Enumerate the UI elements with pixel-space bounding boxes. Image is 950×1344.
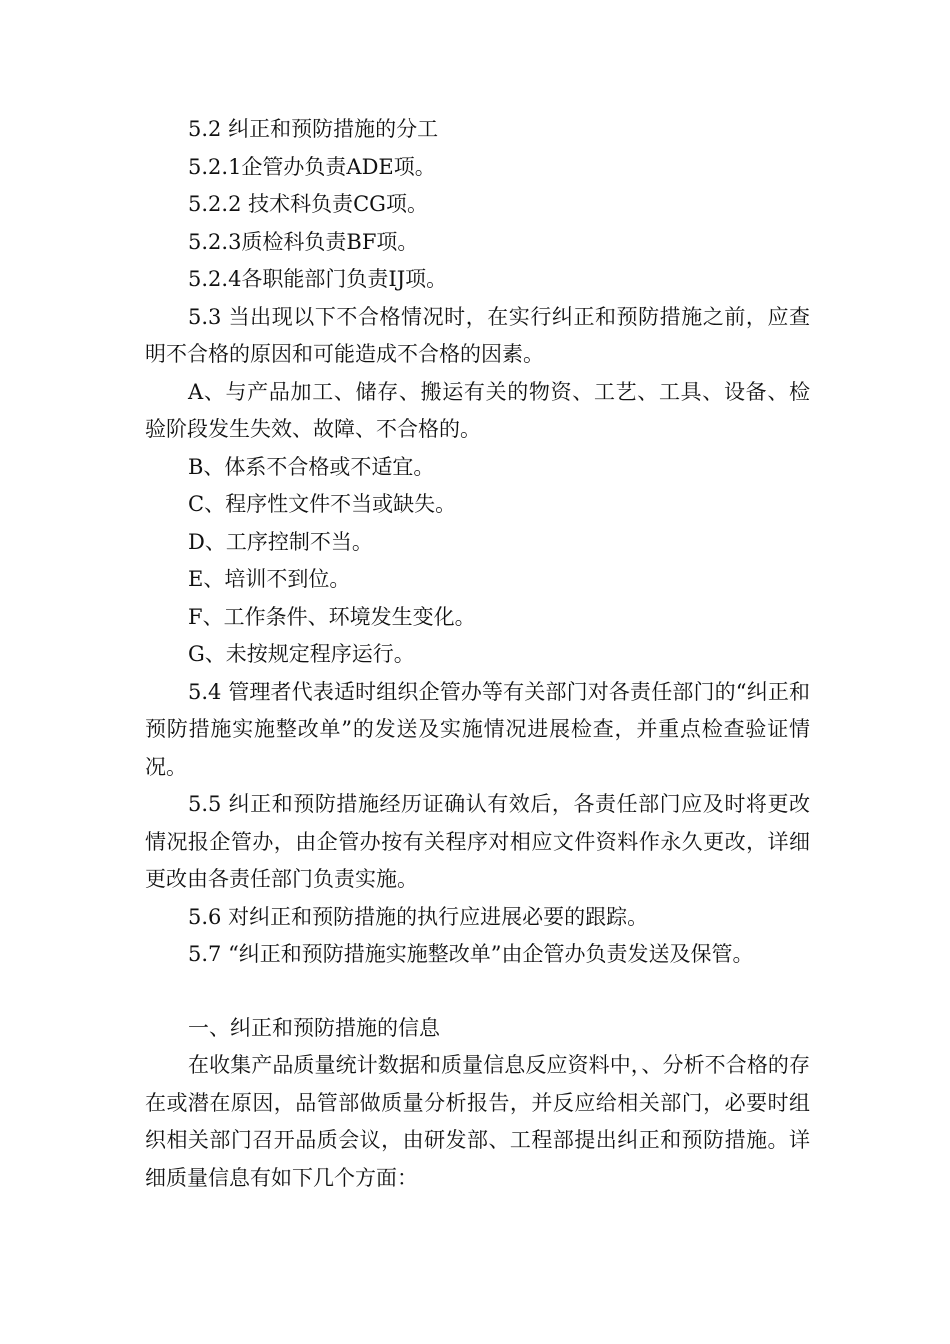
item-5-2-4: 5.2.4各职能部门负责IJ项。 (188, 267, 448, 291)
item-5-2-2: 5.2.2 技术科负责CG项。 (188, 192, 428, 216)
list-item-c: C、程序性文件不当或缺失。 (188, 492, 457, 516)
paragraph-quality-info: 在收集产品质量统计数据和质量信息反应资料中，、分析不合格的存在或潜在原因，品管部做质量分析报告，并反应给相关部门，必要时组织相关部门召开品质会议，由研发部、工程部提出纠正和预防措施。详细质量信息有如下几个方面： (145, 1053, 810, 1190)
section-spacer (145, 974, 810, 1010)
list-item-g: G、未按规定程序运行。 (188, 642, 415, 666)
paragraph-5-6: 5.6 对纠正和预防措施的执行应进展必要的跟踪。 (188, 904, 649, 929)
list-item-b: B、体系不合格或不适宜。 (188, 454, 435, 479)
paragraph-5-5: 5.5 纠正和预防措施经历证确认有效后，各责任部门应及时将更改情况报企管办，由企管办按有关程序对相应文件资料作永久更改，详细更改由各责任部门负责实施。 (145, 792, 810, 891)
list-item-a: A、与产品加工、储存、搬运有关的物资、工艺、工具、设备、检验阶段发生失效、故障、不合格的。 (145, 379, 810, 441)
list-item-d: D、工序控制不当。 (188, 529, 373, 554)
item-5-2-3: 5.2.3质检科负责BF项。 (188, 229, 419, 254)
list-item-f: F、工作条件、环境发生变化。 (188, 604, 476, 629)
paragraph-5-7: 5.7 “纠正和预防措施实施整改单”由企管办负责发送及保管。 (188, 942, 754, 966)
paragraph-5-3: 5.3 当出现以下不合格情况时，在实行纠正和预防措施之前，应查明不合格的原因和可能造成不合格的因素。 (145, 304, 810, 366)
list-item-e: E、培训不到位。 (188, 567, 351, 591)
section-heading-1: 一、纠正和预防措施的信息 (188, 1015, 440, 1040)
document-body (145, 111, 810, 1197)
paragraph-5-4: 5.4 管理者代表适时组织企管办等有关部门对各责任部门的“纠正和预防措施实施整改单”的发送及实施情况进展检查，并重点检查验证情况。 (145, 679, 810, 779)
heading-5-2: 5.2 纠正和预防措施的分工 (188, 117, 439, 141)
item-5-2-1: 5.2.1企管办负责ADE项。 (188, 154, 436, 179)
